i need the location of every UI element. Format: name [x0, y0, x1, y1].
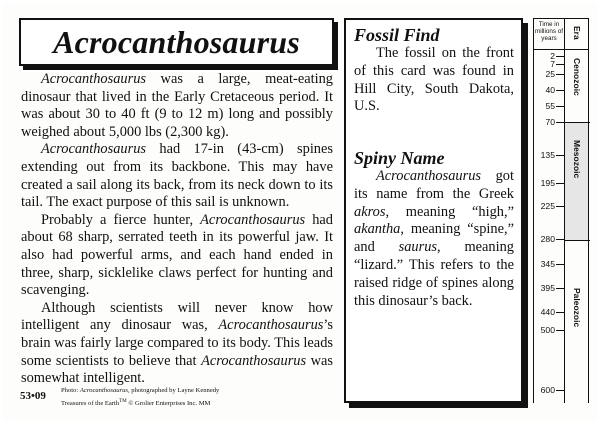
tick-label: 70	[545, 116, 555, 127]
geologic-timescale	[533, 18, 589, 403]
photo-credit-line	[61, 385, 219, 396]
tick-label: 345	[540, 258, 555, 269]
text-run: , meaning “lizard.” This refers to the raised ridge of spines along this dinosaur’s back.	[354, 239, 514, 309]
text-run: Although scientists will never know how intelligent any dinosaur was,	[21, 299, 333, 334]
photo-credits	[61, 385, 219, 409]
text-run: had about 68 sharp, serrated teeth in its powerful jaw. It also had powerful arms, and each hand ended in three, sharp, sicklelike claws perfect for hunting and scavenging.	[21, 211, 333, 299]
tick-label: 280	[540, 233, 555, 244]
italic-term: akros	[354, 203, 386, 220]
tick-label: 600	[540, 384, 555, 395]
era-divider	[565, 122, 590, 123]
tick-label: 40	[545, 84, 555, 95]
spiny-name-section	[354, 148, 514, 310]
text-run: , meaning “spine,” and	[354, 221, 514, 256]
spiny-name-text	[354, 168, 514, 310]
italic-term: saurus	[398, 239, 438, 256]
text-run: Probably a fierce hunter,	[41, 211, 201, 228]
timescale-header-era	[564, 18, 589, 50]
italic-term: Acrocanthosaurus	[200, 211, 306, 228]
body-paragraph	[21, 300, 333, 388]
fossil-find-section	[354, 25, 514, 116]
tick-label: 55	[545, 100, 555, 111]
tick-label: 195	[540, 177, 555, 188]
italic-term: Acrocanthosaurus	[41, 71, 146, 87]
fossil-find-text: The fossil on the front of this card was found in Hill City, South Dakota, U.S.	[354, 45, 514, 115]
card-title: Acrocanthosaurus	[53, 23, 300, 60]
italic-term: Acrocanthosaurus	[201, 352, 307, 369]
time-scale-column	[533, 50, 565, 403]
era-header-label: Era	[572, 26, 582, 40]
series-name: Treasures of the Earth	[61, 400, 120, 408]
text-run: was somewhat intelligent.	[21, 352, 333, 387]
spiny-name-heading: Spiny Name	[354, 148, 445, 168]
text-run: ’s brain was fairly large compared to its body. This leads some scientists to believe that	[21, 317, 333, 369]
tick-label: 25	[545, 68, 555, 79]
photo-subject: Acrocanthosaurus	[79, 387, 128, 394]
body-paragraph	[21, 212, 333, 300]
era-column	[564, 50, 589, 403]
timescale-header-time: Time in millions of years	[533, 18, 565, 50]
title-box	[19, 18, 334, 66]
italic-term: Acrocanthosaurus	[41, 141, 146, 158]
tick-label: 395	[540, 282, 555, 293]
text-run: was a large, meat-eating dinosaur that lived in the Early Cretaceous period. It was about 30 to 40 ft (9 to 12 m) long and possibly weighed about 5,000 lbs (2,300 kg).	[21, 71, 333, 140]
tick-label: 2	[550, 50, 555, 61]
tick-label: 500	[540, 324, 555, 335]
italic-term: akantha	[354, 221, 401, 238]
tick-label: 225	[540, 200, 555, 211]
tick-label: 440	[540, 306, 555, 317]
era-label-cenozoic: Cenozoic	[572, 58, 582, 96]
body-paragraph	[21, 71, 333, 141]
photo-credit: , photographed by Layne Kennedy	[127, 387, 220, 394]
text-run: had 17-in (43-cm) spines extending out from its backbone. This may have created a sail along its back, from its neck down to its tail. The exact purpose of this sail is unknown.	[21, 141, 333, 211]
trademark: TM	[119, 399, 127, 404]
text-run: got its name from the Greek	[354, 168, 514, 202]
text-run: , meaning “high,”	[385, 203, 514, 220]
tick-label: 135	[540, 149, 555, 160]
era-label-paleozoic: Paleozoic	[572, 288, 582, 328]
era-divider	[565, 240, 590, 241]
copyright: © Grolier Enterprises Inc. MM	[126, 400, 211, 408]
italic-term: Acrocanthosaurus	[218, 317, 324, 334]
series-line	[61, 396, 219, 409]
tick-label: 7	[550, 58, 555, 69]
era-label-mesozoic: Mesozoic	[572, 140, 582, 179]
italic-term: Acrocanthosaurus	[376, 168, 481, 184]
card-back	[3, 3, 597, 421]
sidebar-box	[344, 18, 523, 403]
card-number: 53•09	[20, 390, 46, 402]
photo-label: Photo:	[61, 387, 80, 394]
body-paragraph	[21, 141, 333, 211]
body-text	[21, 71, 333, 388]
fossil-find-heading: Fossil Find	[354, 25, 440, 45]
